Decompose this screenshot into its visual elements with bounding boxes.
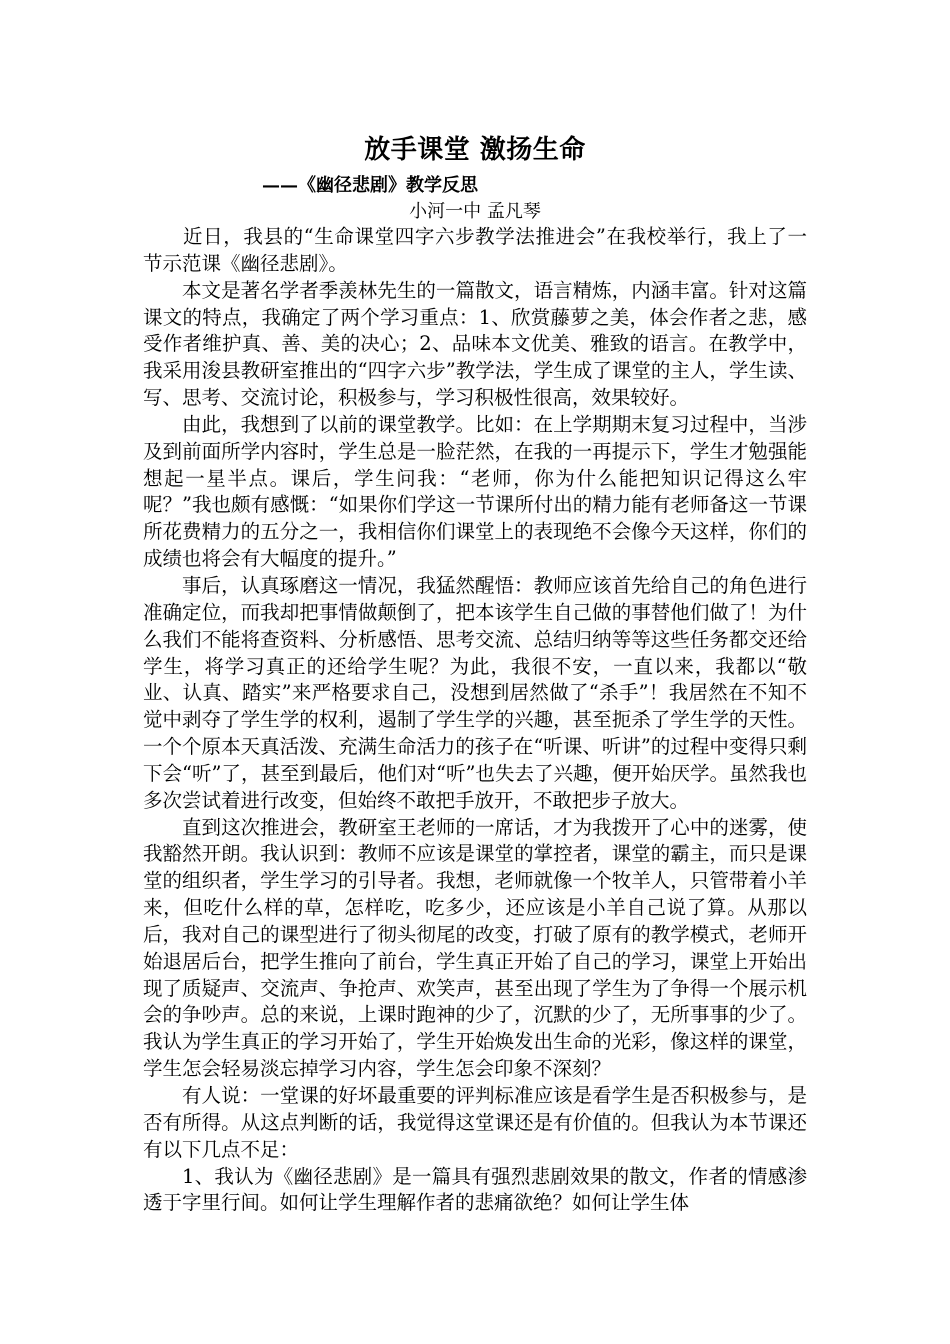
document-author: 小河一中 孟凡琴 [409,201,541,222]
paragraph-7: 1、我认为《幽径悲剧》是一篇具有强烈悲剧效果的散文，作者的情感渗透于字里行间。如何让学生理解作者的悲痛欲绝？如何让学生体 [143,1164,807,1215]
document-title: 放手课堂 激扬生命 [364,135,586,165]
paragraph-1: 近日，我县的“生命课堂四字六步教学法推进会”在我校举行，我上了一节示范课《幽径悲剧》。 [143,225,807,275]
paragraph-3: 由此，我想到了以前的课堂教学。比如：在上学期期末复习过程中，当涉及到前面所学内容时，学生总是一脸茫然，在我的一再提示下，学生才勉强能想起一星半点。课后，学生问我：“老师，你为什么能把知识记得这么牢呢？”我也颇有感慨：“如果你们学这一节课所付出的精力能有老师备这一节课所花费精力的五分之一，我相信你们课堂上的表现绝不会像今天这样，你们的成绩也将会有大幅度的提升。” [143,412,807,571]
paragraph-5: 直到这次推进会，教研室王老师的一席话，才为我拨开了心中的迷雾，使我豁然开朗。我认识到：教师不应该是课堂的掌控者，课堂的霸主，而只是课堂的组织者，学生学习的引导者。我想，老师就像一个牧羊人，只管带着小羊来，但吃什么样的草，怎样吃，吃多少，还应该是小羊自己说了算。从那以后，我对自己的课型进行了彻头彻尾的改变，打破了原有的教学模式，老师开始退居后台，把学生推向了前台，学生真正开始了自己的学习，课堂上开始出现了质疑声、交流声、争抢声、欢笑声，甚至出现了学生为了争得一个展示机会的争吵声。总的来说，上课时跑神的少了，沉默的少了，无所事事的少了。我认为学生真正的学习开始了，学生开始焕发出生命的光彩，像这样的课堂，学生怎会轻易淡忘掉学习内容，学生怎会印象不深刻？ [143,815,807,1081]
document-body [143,224,807,1217]
paragraph-4: 事后，认真琢磨这一情况，我猛然醒悟：教师应该首先给自己的角色进行准确定位，而我却把事情做颠倒了，把本该学生自己做的事替他们做了！为什么我们不能将查资料、分析感悟、思考交流、总结归纳等等这些任务都交还给学生，将学习真正的还给学生呢？为此，我很不安，一直以来，我都以“敬业、认真、踏实”来严格要求自己，没想到居然做了“杀手”！我居然在不知不觉中剥夺了学生学的权利，遏制了学生学的兴趣，甚至扼杀了学生学的天性。一个个原本天真活泼、充满生命活力的孩子在“听课、听讲”的过程中变得只剩下会“听”了，甚至到最后，他们对“听”也失去了兴趣，便开始厌学。虽然我也多次尝试着进行改变，但始终不敢把手放开，不敢把步子放大。 [143,573,807,812]
paragraph-6: 有人说：一堂课的好坏最重要的评判标准应该是看学生是否积极参与，是否有所得。从这点判断的话，我觉得这堂课还是有价值的。但我认为本节课还有以下几点不足： [143,1084,807,1161]
paragraph-2: 本文是著名学者季羡林先生的一篇散文，语言精炼，内涵丰富。针对这篇课文的特点，我确定了两个学习重点：1、欣赏藤萝之美，体会作者之悲，感受作者维护真、善、美的决心；2、品味本文优美、雅致的语言。在教学中，我采用浚县教研室推出的“四字六步”教学法，学生成了课堂的主人，学生读、写、思考、交流讨论，积极参与，学习积极性很高，效果较好。 [143,278,807,410]
document-subtitle: ——《幽径悲剧》教学反思 [262,175,478,196]
